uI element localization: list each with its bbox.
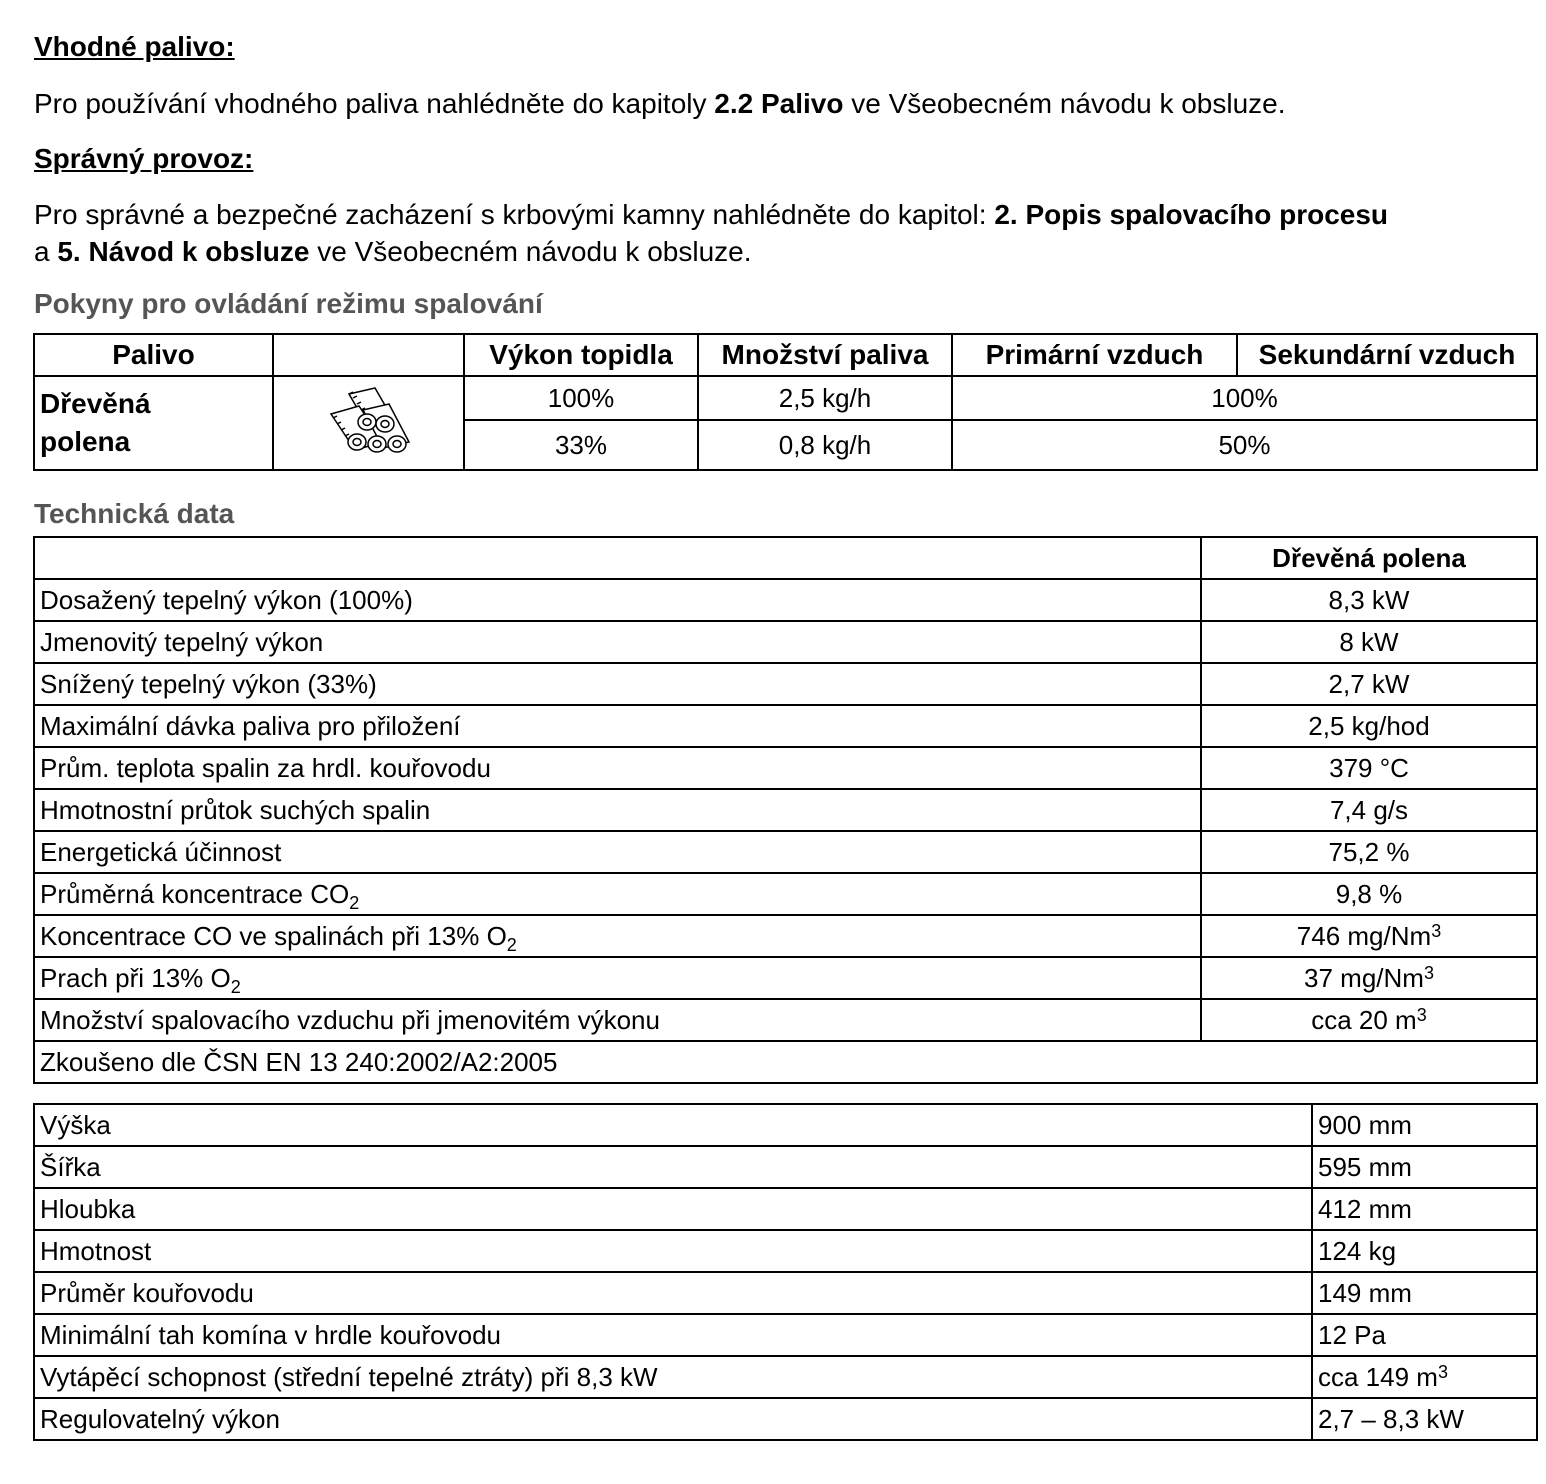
row-value (1312, 1188, 1537, 1230)
amount-100-cell: 2,5 kg/h (698, 376, 952, 420)
row-value (1201, 705, 1537, 747)
table-row (34, 1356, 1537, 1398)
row-value (1312, 1398, 1537, 1440)
superscript: 3 (1416, 1004, 1427, 1025)
row-value (1201, 621, 1537, 663)
row-label (34, 831, 1201, 873)
superscript: 3 (1437, 1361, 1448, 1382)
fuel-paragraph (34, 85, 1534, 122)
header-sekundarni: Sekundární vzduch (1237, 334, 1537, 376)
row-value-text: 595 mm (1318, 1151, 1412, 1182)
row-value-text: 2,5 kg/hod (1308, 710, 1430, 741)
row-label (34, 1398, 1312, 1440)
row-label (34, 1104, 1312, 1146)
row-value-text: 8,3 kW (1328, 584, 1410, 615)
power-100-cell: 100% (464, 376, 698, 420)
power-33-cell: 33% (464, 420, 698, 470)
combustion-header-row (34, 334, 1537, 376)
superscript: 3 (1423, 962, 1434, 983)
row-label-text: Snížený tepelný výkon (33%) (40, 668, 377, 699)
row-label (34, 957, 1201, 999)
dimensions-table (33, 1103, 1538, 1441)
combustion-title: Pokyny pro ovládání režimu spalování (34, 288, 543, 319)
fuel-heading: Vhodné palivo: (34, 31, 235, 62)
row-value-text: 12 Pa (1318, 1319, 1386, 1350)
row-label (34, 999, 1201, 1041)
operation-paragraph (34, 196, 1534, 270)
fuel-text-before: Pro používání vhodného paliva nahlédněte do kapitoly (34, 88, 715, 119)
amount-33-cell: 0,8 kg/h (698, 420, 952, 470)
row-label-text: Maximální dávka paliva pro přiložení (40, 710, 461, 741)
table-row (34, 1272, 1537, 1314)
table-row (34, 747, 1537, 789)
techdata-table (33, 536, 1538, 1084)
header-primarni: Primární vzduch (952, 334, 1237, 376)
techdata-column-header: Dřevěná polena (1201, 537, 1537, 579)
row-label-text: Prům. teplota spalin za hrdl. kouřovodu (40, 752, 491, 783)
header-mnozstvi: Množství paliva (698, 334, 952, 376)
row-value (1312, 1314, 1537, 1356)
row-label-text: Průměr kouřovodu (40, 1277, 254, 1308)
row-value (1201, 663, 1537, 705)
row-label (34, 915, 1201, 957)
table-row (34, 915, 1537, 957)
row-value (1201, 831, 1537, 873)
row-label-text: Průměrná koncentrace CO (40, 878, 350, 909)
table-row (34, 1188, 1537, 1230)
fuel-text-after: ve Všeobecném návodu k obsluze. (843, 88, 1286, 119)
subscript: 2 (349, 892, 360, 913)
table-row (34, 579, 1537, 621)
row-label (34, 1230, 1312, 1272)
row-label-text: Koncentrace CO ve spalinách při 13% O (40, 920, 507, 951)
row-label-text: Hmotnost (40, 1235, 152, 1266)
row-label (34, 1188, 1312, 1230)
header-vykon: Výkon topidla (464, 334, 698, 376)
table-row (34, 831, 1537, 873)
tested-standard: Zkoušeno dle ČSN EN 13 240:2002/A2:2005 (34, 1041, 1537, 1083)
row-label-text: Vytápěcí schopnost (střední tepelné ztráty) při 8,3 kW (40, 1361, 658, 1392)
air-100-cell: 100% (952, 376, 1537, 420)
row-label-text: Hloubka (40, 1193, 136, 1224)
row-value-text: 746 mg/Nm (1296, 920, 1432, 951)
table-row (34, 1146, 1537, 1188)
row-value (1312, 1356, 1537, 1398)
header-icon-column (273, 334, 464, 376)
row-value (1312, 1230, 1537, 1272)
row-label (34, 705, 1201, 747)
table-row (34, 789, 1537, 831)
row-value (1201, 579, 1537, 621)
row-value-text: 2,7 kW (1328, 668, 1410, 699)
row-value (1312, 1146, 1537, 1188)
table-row (34, 1230, 1537, 1272)
row-value (1201, 789, 1537, 831)
table-row (34, 957, 1537, 999)
row-value-text: 2,7 – 8,3 kW (1318, 1403, 1464, 1434)
row-value-text: 9,8 % (1335, 878, 1403, 909)
row-label-text: Výška (40, 1109, 111, 1140)
operation-text-3: ve Všeobecném návodu k obsluze. (309, 236, 752, 267)
operation-text-2: a (34, 236, 58, 267)
combustion-row (34, 376, 1537, 420)
row-value-text: 8 kW (1339, 626, 1399, 657)
table-row (34, 873, 1537, 915)
techdata-title: Technická data (34, 498, 235, 529)
wood-logs-icon (323, 386, 415, 460)
row-label-text: Jmenovitý tepelný výkon (40, 626, 324, 657)
row-label-text: Dosažený tepelný výkon (100%) (40, 584, 413, 615)
table-row (34, 1104, 1537, 1146)
superscript: 3 (1431, 920, 1442, 941)
row-label-text: Regulovatelný výkon (40, 1403, 280, 1434)
combustion-table (33, 333, 1538, 471)
subscript: 2 (506, 934, 517, 955)
row-label (34, 1314, 1312, 1356)
row-label (34, 579, 1201, 621)
air-50-cell: 50% (952, 420, 1537, 470)
row-value-text: 900 mm (1318, 1109, 1412, 1140)
row-label-text: Prach při 13% O (40, 962, 231, 993)
row-value-text: 412 mm (1318, 1193, 1412, 1224)
fuel-type-cell (34, 376, 273, 470)
row-label (34, 789, 1201, 831)
row-value (1312, 1272, 1537, 1314)
row-value-text: cca 149 m (1318, 1361, 1438, 1392)
row-value (1312, 1104, 1537, 1146)
row-value-text: cca 20 m (1311, 1004, 1417, 1035)
row-label (34, 873, 1201, 915)
row-value-text: 379 °C (1329, 752, 1409, 783)
row-value-text: 124 kg (1318, 1235, 1397, 1266)
row-value (1201, 747, 1537, 789)
row-value-text: 75,2 % (1328, 836, 1410, 867)
table-row (34, 1314, 1537, 1356)
header-palivo: Palivo (34, 334, 273, 376)
table-row (34, 663, 1537, 705)
row-value (1201, 999, 1537, 1041)
fuel-type-line2: polena (40, 426, 131, 457)
row-label (34, 663, 1201, 705)
operation-text-1: Pro správné a bezpečné zacházení s krbovými kamny nahlédněte do kapitol: (34, 199, 995, 230)
fuel-type-line1: Dřevěná (40, 388, 151, 419)
techdata-header-empty (34, 537, 1201, 579)
operation-chapter-ref-1: 2. Popis spalovacího procesu (994, 199, 1389, 230)
table-row (34, 705, 1537, 747)
techdata-header-row (34, 537, 1537, 579)
row-value (1201, 957, 1537, 999)
operation-heading: Správný provoz: (34, 143, 254, 174)
row-label-text: Šířka (40, 1151, 101, 1182)
table-row (34, 1398, 1537, 1440)
subscript: 2 (230, 976, 241, 997)
row-label-text: Množství spalovacího vzduchu při jmenovitém výkonu (40, 1004, 660, 1035)
row-label-text: Hmotnostní průtok suchých spalin (40, 794, 431, 825)
fuel-icon-cell (273, 376, 464, 470)
row-label (34, 621, 1201, 663)
row-label (34, 747, 1201, 789)
row-label (34, 1272, 1312, 1314)
row-value (1201, 873, 1537, 915)
row-label (34, 1356, 1312, 1398)
operation-chapter-ref-2: 5. Návod k obsluze (57, 236, 310, 267)
row-value-text: 37 mg/Nm (1304, 962, 1424, 993)
table-row (34, 999, 1537, 1041)
tested-standard-row (34, 1041, 1537, 1083)
row-label-text: Minimální tah komína v hrdle kouřovodu (40, 1319, 502, 1350)
table-row (34, 621, 1537, 663)
row-label-text: Energetická účinnost (40, 836, 282, 867)
row-value-text: 7,4 g/s (1329, 794, 1409, 825)
fuel-chapter-ref: 2.2 Palivo (714, 88, 844, 119)
row-value-text: 149 mm (1318, 1277, 1412, 1308)
row-label (34, 1146, 1312, 1188)
row-value (1201, 915, 1537, 957)
